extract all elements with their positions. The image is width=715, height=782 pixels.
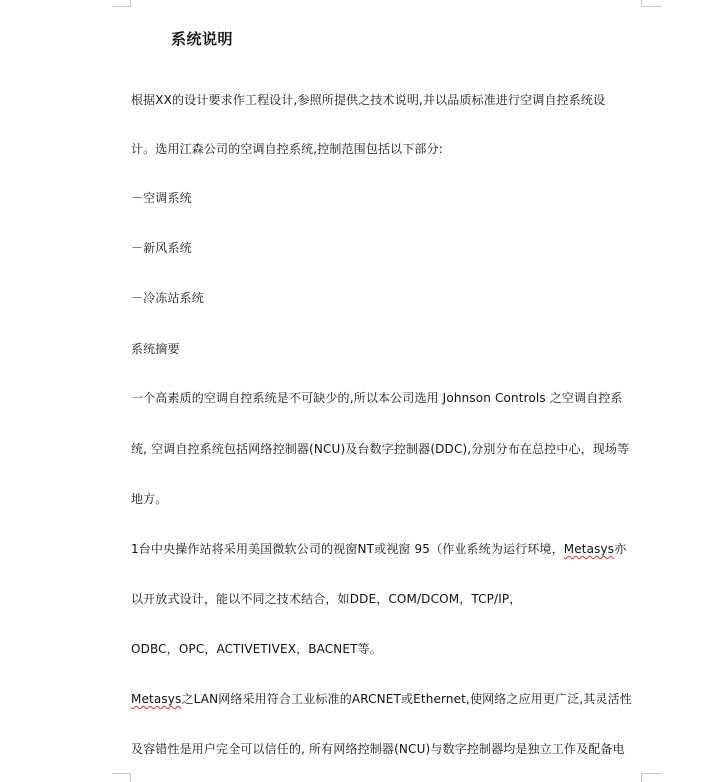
crop-mark-top-right — [641, 0, 662, 7]
crop-mark-bottom-left — [112, 773, 131, 782]
crop-mark-bottom-right — [641, 773, 662, 782]
paragraph1-line1: 根据XX的设计要求作工程设计,参照所提供之技术说明,并以品质标准进行空调自控系统设 — [131, 93, 606, 107]
bullet-item-ac-system: －空调系统 — [131, 191, 192, 205]
paragraph4-line1-text: 之LAN网络采用符合工业标准的ARCNET或Ethernet,使网络之应用更广泛,其灵活性 — [181, 692, 632, 706]
document-title: 系统说明 — [171, 30, 234, 48]
summary-heading: 系统摘要 — [131, 342, 180, 356]
paragraph4-line2: 及容错性是用户完全可以信任的, 所有网络控制器(NCU)与数字控制器均是独立工作及配备电 — [131, 742, 625, 756]
spellcheck-word: Metasys — [131, 692, 182, 706]
crop-mark-top-left — [112, 0, 131, 7]
paragraph4-line1 — [131, 691, 632, 707]
bullet-item-chiller-station: －冷冻站系统 — [131, 291, 204, 305]
paragraph3-line1 — [131, 541, 626, 557]
paragraph3-line1-tail: 亦 — [614, 542, 627, 556]
paragraph2-line2: 统, 空调自控系统包括网络控制器(NCU)及台数字控制器(DDC),分别分布在总控中心，现场等 — [131, 442, 630, 456]
paragraph3-line1-text: 1台中央操作站将采用美国微软公司的视窗NT或视窗 95（作业系统为运行环境， — [131, 542, 564, 556]
bullet-item-fresh-air-system: －新风系统 — [131, 241, 192, 255]
spellcheck-word: Metasys — [563, 542, 615, 556]
paragraph2-line3: 地方。 — [131, 492, 168, 506]
paragraph3-line2: 以开放式设计，能以不同之技术结合，如DDE，COM/DCOM，TCP/IP， — [131, 592, 522, 606]
paragraph3-line3: ODBC，OPC，ACTIVETIVEX，BACNET等。 — [131, 642, 382, 656]
paragraph1-line2: 计。选用江森公司的空调自控系统,控制范围包括以下部分: — [131, 142, 443, 156]
paragraph2-line1: 一个高素质的空调自控系统是不可缺少的,所以本公司选用 Johnson Controls 之空调自控系 — [131, 391, 623, 405]
